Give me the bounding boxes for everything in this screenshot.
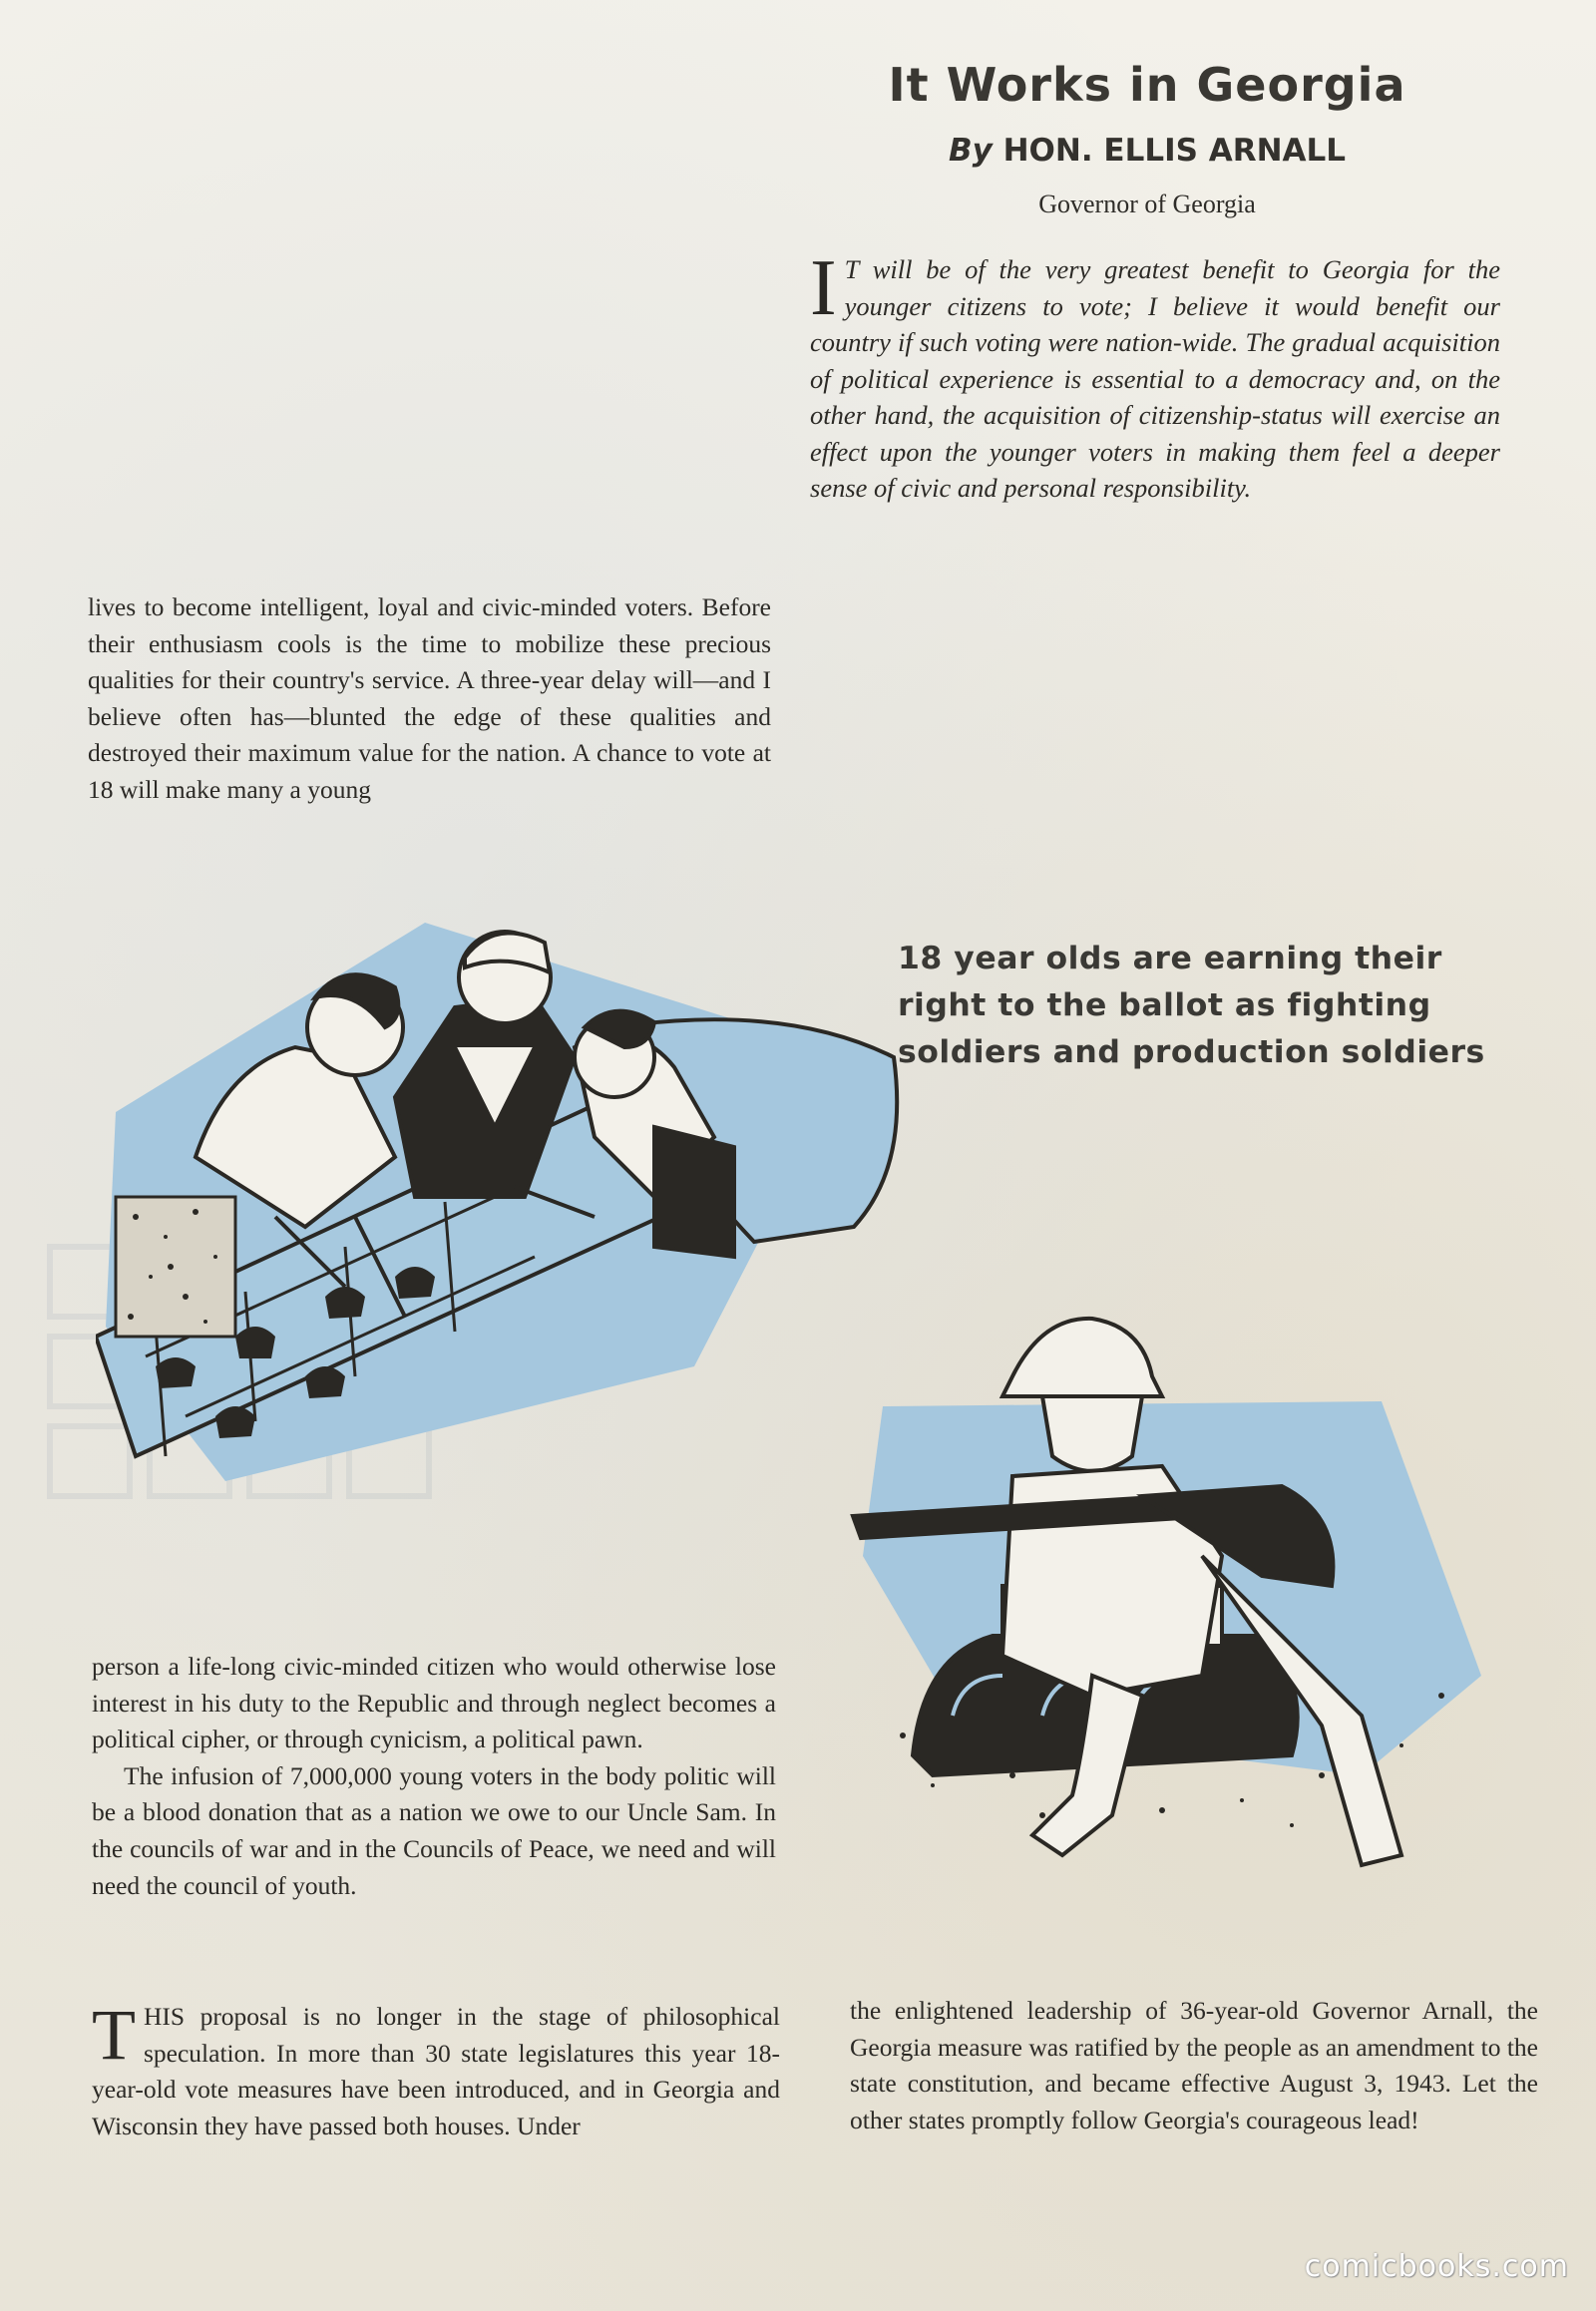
site-watermark: comicbooks.com bbox=[1304, 2249, 1569, 2284]
article-title: It Works in Georgia bbox=[888, 58, 1406, 112]
byline bbox=[868, 133, 1426, 169]
body-paragraph-2: person a life-long civic-minded citizen who would otherwise lose interest in his duty to the Republic and through neglect becomes a political cipher, or through cynicism, a political pawn. bbox=[92, 1652, 776, 1754]
body-paragraph-3: The infusion of 7,000,000 young voters in the body politic will be a blood donation that as a nation we owe to our Uncle Sam. In the councils of war and in the Councils of Peace, we need and will need the council of youth. bbox=[92, 1760, 776, 1900]
headline-line-2: right to the ballot as fighting bbox=[898, 987, 1431, 1023]
author-role: Governor of Georgia bbox=[1038, 190, 1256, 218]
intro-dropcap: I bbox=[810, 244, 837, 332]
soldier-illustration bbox=[843, 1257, 1501, 1875]
body-column-middle bbox=[92, 1649, 776, 1904]
intro-paragraph bbox=[810, 244, 1500, 507]
production-workers-illustration bbox=[96, 898, 914, 1496]
body-column-top bbox=[88, 589, 771, 809]
byline-prefix: By bbox=[948, 133, 993, 169]
body-column-bottom-left bbox=[92, 1995, 780, 2144]
illustration-headline bbox=[898, 936, 1516, 1076]
body-column-bottom-right bbox=[850, 1993, 1538, 2138]
body-paragraph-1: lives to become intelligent, loyal and civic-minded voters. Before their enthusiasm cools is the time to mobilize these precious qualities for their country's service. A three-year delay will—and I believe often has—blunted the edge of these qualities and destroyed their maximum value for the nation. A chance to vote at 18 will make many a young bbox=[88, 592, 771, 804]
intro-text: T will be of the very greatest benefit to Georgia for the younger citizens to vote; I believe it would benefit our country if such voting were nation-wide. The gradual acquisition of political experience is essential to a democracy and, on the other hand, the acquisition of citizenship-status will exercise an effect upon the younger voters in making them feel a deeper sense of civic and personal responsibility. bbox=[810, 254, 1500, 503]
body-paragraph-4: HIS proposal is no longer in the stage of philosophical speculation. In more than 30 state legislatures this year 18-year-old vote measures have been introduced, and in Georgia and Wisconsin they have passed both houses. Under bbox=[92, 2002, 780, 2140]
headline-line-1: 18 year olds are earning their bbox=[898, 941, 1442, 976]
paragraph-dropcap: T bbox=[92, 1995, 136, 2075]
body-paragraph-5: the enlightened leadership of 36-year-old Governor Arnall, the Georgia measure was ratified by the people as an amendment to the state constitution, and became effective August 3, 1943. Let the other states promptly follow Georgia's courageous lead! bbox=[850, 1996, 1538, 2134]
author-name: HON. ELLIS ARNALL bbox=[1002, 133, 1347, 169]
headline-line-3: soldiers and production soldiers bbox=[898, 1034, 1485, 1070]
